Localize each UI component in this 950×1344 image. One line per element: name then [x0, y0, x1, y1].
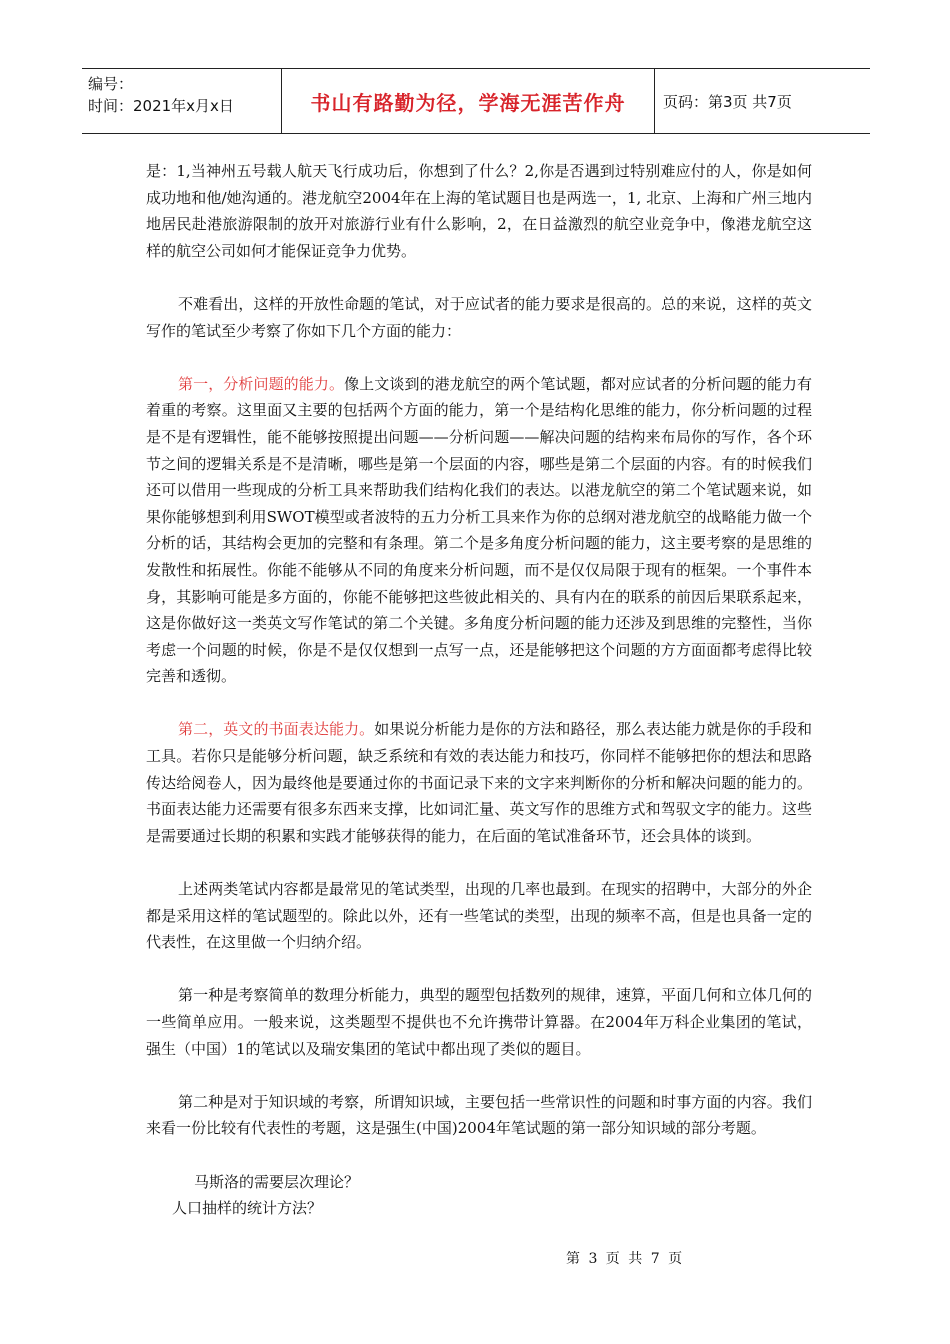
- header-motto: 书山有路勤为径，学海无涯苦作舟: [282, 69, 655, 133]
- paragraph-2: 不难看出，这样的开放性命题的笔试，对于应试者的能力要求是很高的。总的来说，这样的英文写作的笔试至少考察了你如下几个方面的能力：: [146, 294, 812, 340]
- code-label: 编号：: [88, 75, 134, 93]
- header-page-info: 页码：第3页 共7页: [663, 92, 792, 111]
- paragraph-4: [146, 716, 812, 849]
- section-heading-analysis: 第一，分析问题的能力。: [178, 374, 345, 393]
- paragraph-3-text: 像上文谈到的港龙航空的两个笔试题，都对应试者的分析问题的能力有着重的考察。这里面又主要的包括两个方面的能力，第一个是结构化思维的能力，你分析问题的过程是不是有逻辑性，能不能够按照提出问题——分析问题——解决问题的结构来布局你的写作，各个环节之间的逻辑关系是不是清晰，哪些是第一个层面的内容，哪些是第二个层面的内容。有的时候我们还可以借用一些现成的分析工具来帮助我们结构化我们的表达。以港龙航空的第二个笔试题来说，如果你能够想到利用SWOT模型或者波特的五力分析工具来作为你的总纲对港龙航空的战略能力做一个分析的话，其结构会更加的完整和有条理。第二个是多角度分析问题的能力，这主要考察的是思维的发散性和拓展性。你能不能够从不同的角度来分析问题，而不是仅仅局限于现有的框架。一个事件本身，其影响可能是多方面的，你能不能够把这些彼此相关的、具有内在的联系的前因后果联系起来，这是你做好这一类英文写作笔试的第二个关键。多角度分析问题的能力还涉及到思维的完整性，当你考虑一个问题的时候，你是不是仅仅想到一点写一点，还是能够把这个问题的方方面面都考虑得比较完善和透彻。: [146, 374, 812, 686]
- paragraph-6: 第一种是考察简单的数理分析能力，典型的题型包括数列的规律，速算，平面几何和立体几何的一些简单应用。一般来说，这类题型不提供也不允许携带计算器。在2004年万科企业集团的笔试，强生（中国）1的笔试以及瑞安集团的笔试中都出现了类似的题目。: [146, 986, 812, 1058]
- page-footer: 第 3 页 共 7 页: [566, 1251, 685, 1267]
- question-2: 人口抽样的统计方法？: [172, 1199, 323, 1218]
- paragraph-3: [146, 371, 812, 690]
- section-heading-writing: 第二，英文的书面表达能力。: [178, 720, 375, 739]
- question-1: 马斯洛的需要层次理论？: [194, 1172, 360, 1191]
- paragraph-7: 第二种是对于知识域的考察，所谓知识域，主要包括一些常识性的问题和时事方面的内容。我们来看一份比较有代表性的考题，这是强生(中国)2004年笔试题的第一部分知识域的部分考题。: [146, 1092, 812, 1138]
- paragraph-4-text: 如果说分析能力是你的方法和路径，那么表达能力就是你的手段和工具。若你只是能够分析问题，缺乏系统和有效的表达能力和技巧，你同样不能够把你的想法和思路传达给阅卷人，因为最终他是要通过你的书面记录下来的文字来判断你的分析和解决问题的能力的。书面表达能力还需要有很多东西来支撑，比如词汇量、英文写作的思维方式和驾驭文字的能力。这些是需要通过长期的积累和实践才能够获得的能力，在后面的笔试准备环节，还会具体的谈到。: [146, 720, 812, 845]
- time-label: 时间：2021年x月x日: [88, 97, 234, 115]
- document-body: [146, 158, 812, 1222]
- paragraph-1: 是：1,当神州五号载人航天飞行成功后，你想到了什么？2,你是否遇到过特别难应付的人，你是如何成功地和他/她沟通的。港龙航空2004年在上海的笔试题目也是两选一，1, 北京、上海和广州三地内地居民赴港旅游限制的放开对旅游行业有什么影响，2，在日益激烈的航空业竞争中，像港龙航空这样的航空公司如何才能保证竞争力优势。: [146, 162, 812, 260]
- header-meta: [82, 69, 282, 133]
- page-header: [82, 68, 870, 134]
- paragraph-5: 上述两类笔试内容都是最常见的笔试类型，出现的几率也最到。在现实的招聘中，大部分的外企都是采用这样的笔试题型的。除此以外，还有一些笔试的类型，出现的频率不高，但是也具备一定的代表性，在这里做一个归纳介绍。: [146, 880, 812, 952]
